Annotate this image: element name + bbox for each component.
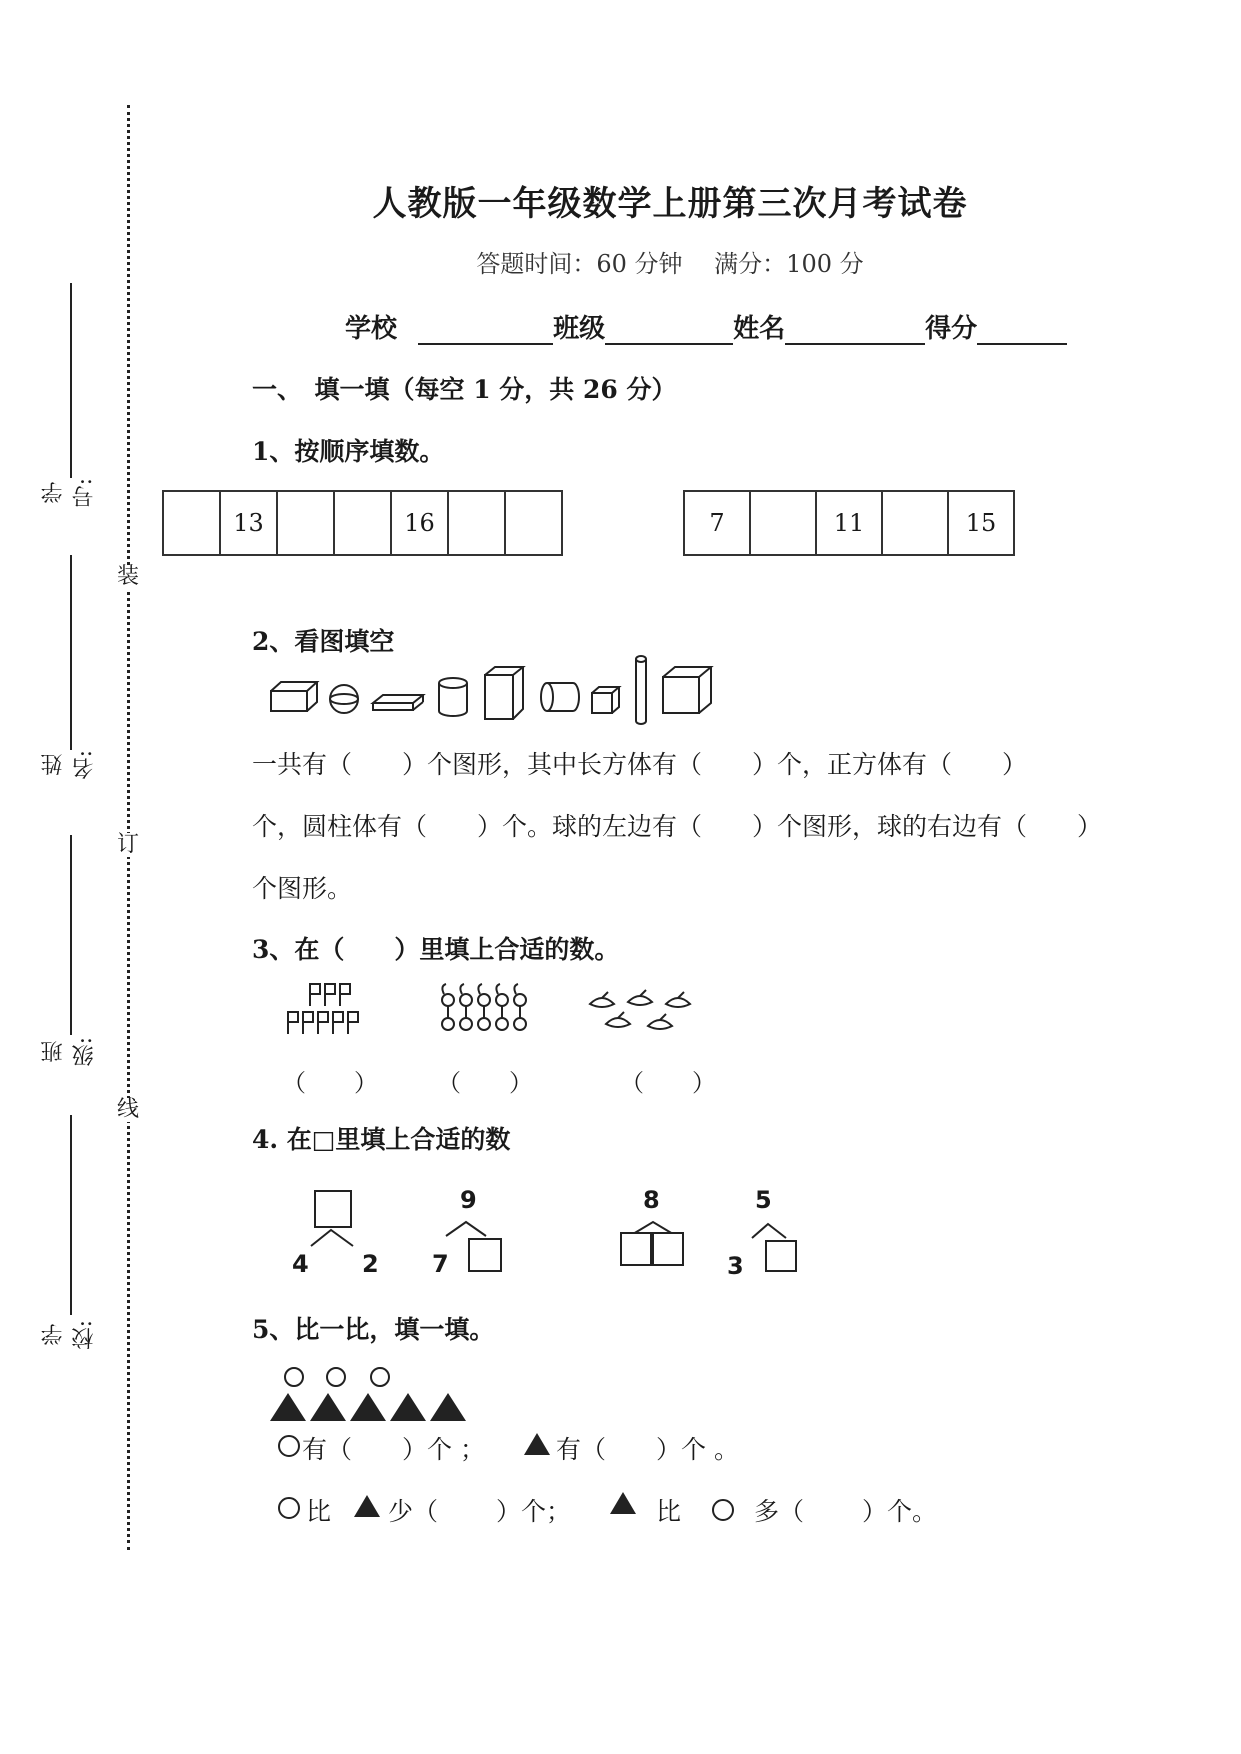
side-field-line: [70, 555, 72, 750]
sequence-cell: 15: [965, 509, 997, 537]
q4-title: 4. 在□里填上合适的数: [252, 1125, 511, 1154]
bond-top-number: 9: [460, 1186, 477, 1214]
bond-branch: [748, 1218, 798, 1242]
cuboid-shape-3: [485, 667, 523, 719]
section-heading: 一、 填一填（每空 1 分，共 26 分）: [252, 375, 677, 404]
number-bond-right-box[interactable]: [652, 1232, 684, 1266]
sequence-cell: 16: [392, 492, 449, 554]
q5-more-count: 多（ ）个。: [754, 1497, 937, 1526]
balloons-group: [442, 984, 526, 1030]
exam-meta: 答题时间：60 分钟 满分：100 分: [476, 250, 864, 278]
sequence-cell: 13: [221, 492, 278, 554]
q2-title: 2、看图填空: [252, 627, 395, 656]
side-field-label: 学校:: [41, 1320, 97, 1350]
bond-left-number: 7: [432, 1250, 449, 1278]
side-field-line: [70, 1115, 72, 1315]
circle-icon: [276, 1433, 302, 1459]
number-sequence-a: [162, 490, 563, 556]
binding-mark-ding: 订: [116, 832, 139, 857]
cuboid-shape-2: [373, 695, 423, 710]
flags-group: [288, 984, 358, 1034]
counting-pictures: [280, 982, 740, 1057]
bond-branch: [440, 1218, 500, 1240]
sequence-cell[interactable]: [164, 492, 221, 554]
side-field-line: [70, 835, 72, 1035]
score-label: 得分: [925, 314, 978, 344]
number-bond-top-box[interactable]: [314, 1190, 352, 1228]
circles-and-triangles: [268, 1365, 478, 1425]
side-field-label: 班级:: [41, 1037, 97, 1067]
score-blank[interactable]: [977, 315, 1067, 345]
sequence-cell[interactable]: [883, 492, 949, 554]
sequence-cell[interactable]: [506, 492, 561, 554]
binding-mark-xian: 线: [116, 1097, 139, 1122]
q5-triangle-count: 有（ ）个 。: [556, 1435, 739, 1464]
bond-right-number: 2: [362, 1250, 379, 1278]
circles-row: [285, 1368, 389, 1386]
answer-paren[interactable]: （ ）: [620, 1069, 716, 1097]
class-label: 班级: [553, 314, 606, 344]
solid-shapes-figure: [265, 645, 735, 725]
number-bond-right-box[interactable]: [765, 1240, 797, 1272]
answer-paren[interactable]: （ ）: [437, 1069, 533, 1097]
bond-left-number: 4: [292, 1250, 309, 1278]
answer-paren[interactable]: （ ）: [282, 1069, 378, 1097]
q2-line-3: 个图形。: [252, 874, 353, 903]
sphere-shape: [330, 685, 358, 713]
cube-shape-1: [592, 687, 619, 713]
sequence-cell[interactable]: [278, 492, 335, 554]
side-field-line: [70, 283, 72, 478]
number-bond-right-box[interactable]: [468, 1238, 502, 1272]
bond-left-number: 3: [727, 1252, 744, 1280]
birds-group: [590, 990, 690, 1029]
circle-icon: [276, 1495, 302, 1521]
triangle-icon: [608, 1490, 638, 1516]
sequence-cell: 7: [685, 492, 751, 554]
number-bond-left-box[interactable]: [620, 1232, 652, 1266]
q2-line-1: 一共有（ ）个图形，其中长方体有（ ）个，正方体有（ ）: [252, 750, 1028, 779]
triangles-row: [270, 1393, 466, 1421]
binding-mark-zhuang: 装: [116, 564, 139, 589]
sequence-cell[interactable]: [449, 492, 506, 554]
cylinder-shape-3: [636, 656, 646, 724]
q5-compare-word: 比: [306, 1497, 332, 1526]
cylinder-shape-1: [439, 678, 467, 716]
name-blank[interactable]: [785, 315, 925, 345]
q5-fewer-count: 少（ ）个；: [388, 1497, 571, 1526]
q2-line-2: 个，圆柱体有（ ）个。球的左边有（ ）个图形，球的右边有（ ）: [252, 812, 1103, 841]
school-blank[interactable]: [418, 315, 553, 345]
cuboid-shape-1: [271, 682, 317, 711]
sequence-cell[interactable]: [751, 492, 817, 554]
cube-shape-2: [663, 667, 711, 713]
q5-circle-count: 有（ ）个 ；: [302, 1435, 485, 1464]
side-field-label: 姓名:: [41, 750, 97, 780]
triangle-icon: [352, 1493, 382, 1519]
bond-top-number: 8: [643, 1186, 660, 1214]
sequence-cell: 11: [817, 492, 883, 554]
q1-title: 1、按顺序填数。: [252, 437, 445, 466]
q3-title: 3、在（ ）里填上合适的数。: [252, 935, 620, 964]
sequence-cell[interactable]: [335, 492, 392, 554]
bond-top-number: 5: [755, 1186, 772, 1214]
info-fields-row: [345, 308, 1067, 345]
page-title: 人教版一年级数学上册第三次月考试卷: [372, 184, 968, 224]
school-label: 学校: [345, 314, 398, 344]
cylinder-shape-2: [541, 683, 579, 711]
binding-dotted-line: [127, 105, 130, 1550]
triangle-icon: [522, 1431, 552, 1457]
q5-compare-word: 比: [656, 1497, 682, 1526]
circle-icon: [710, 1497, 736, 1523]
number-sequence-b: [683, 490, 1015, 556]
bond-branch: [305, 1224, 360, 1248]
class-blank[interactable]: [605, 315, 733, 345]
side-field-label: 学号:: [41, 478, 97, 508]
name-label: 姓名: [733, 314, 786, 344]
q5-title: 5、比一比，填一填。: [252, 1315, 495, 1344]
